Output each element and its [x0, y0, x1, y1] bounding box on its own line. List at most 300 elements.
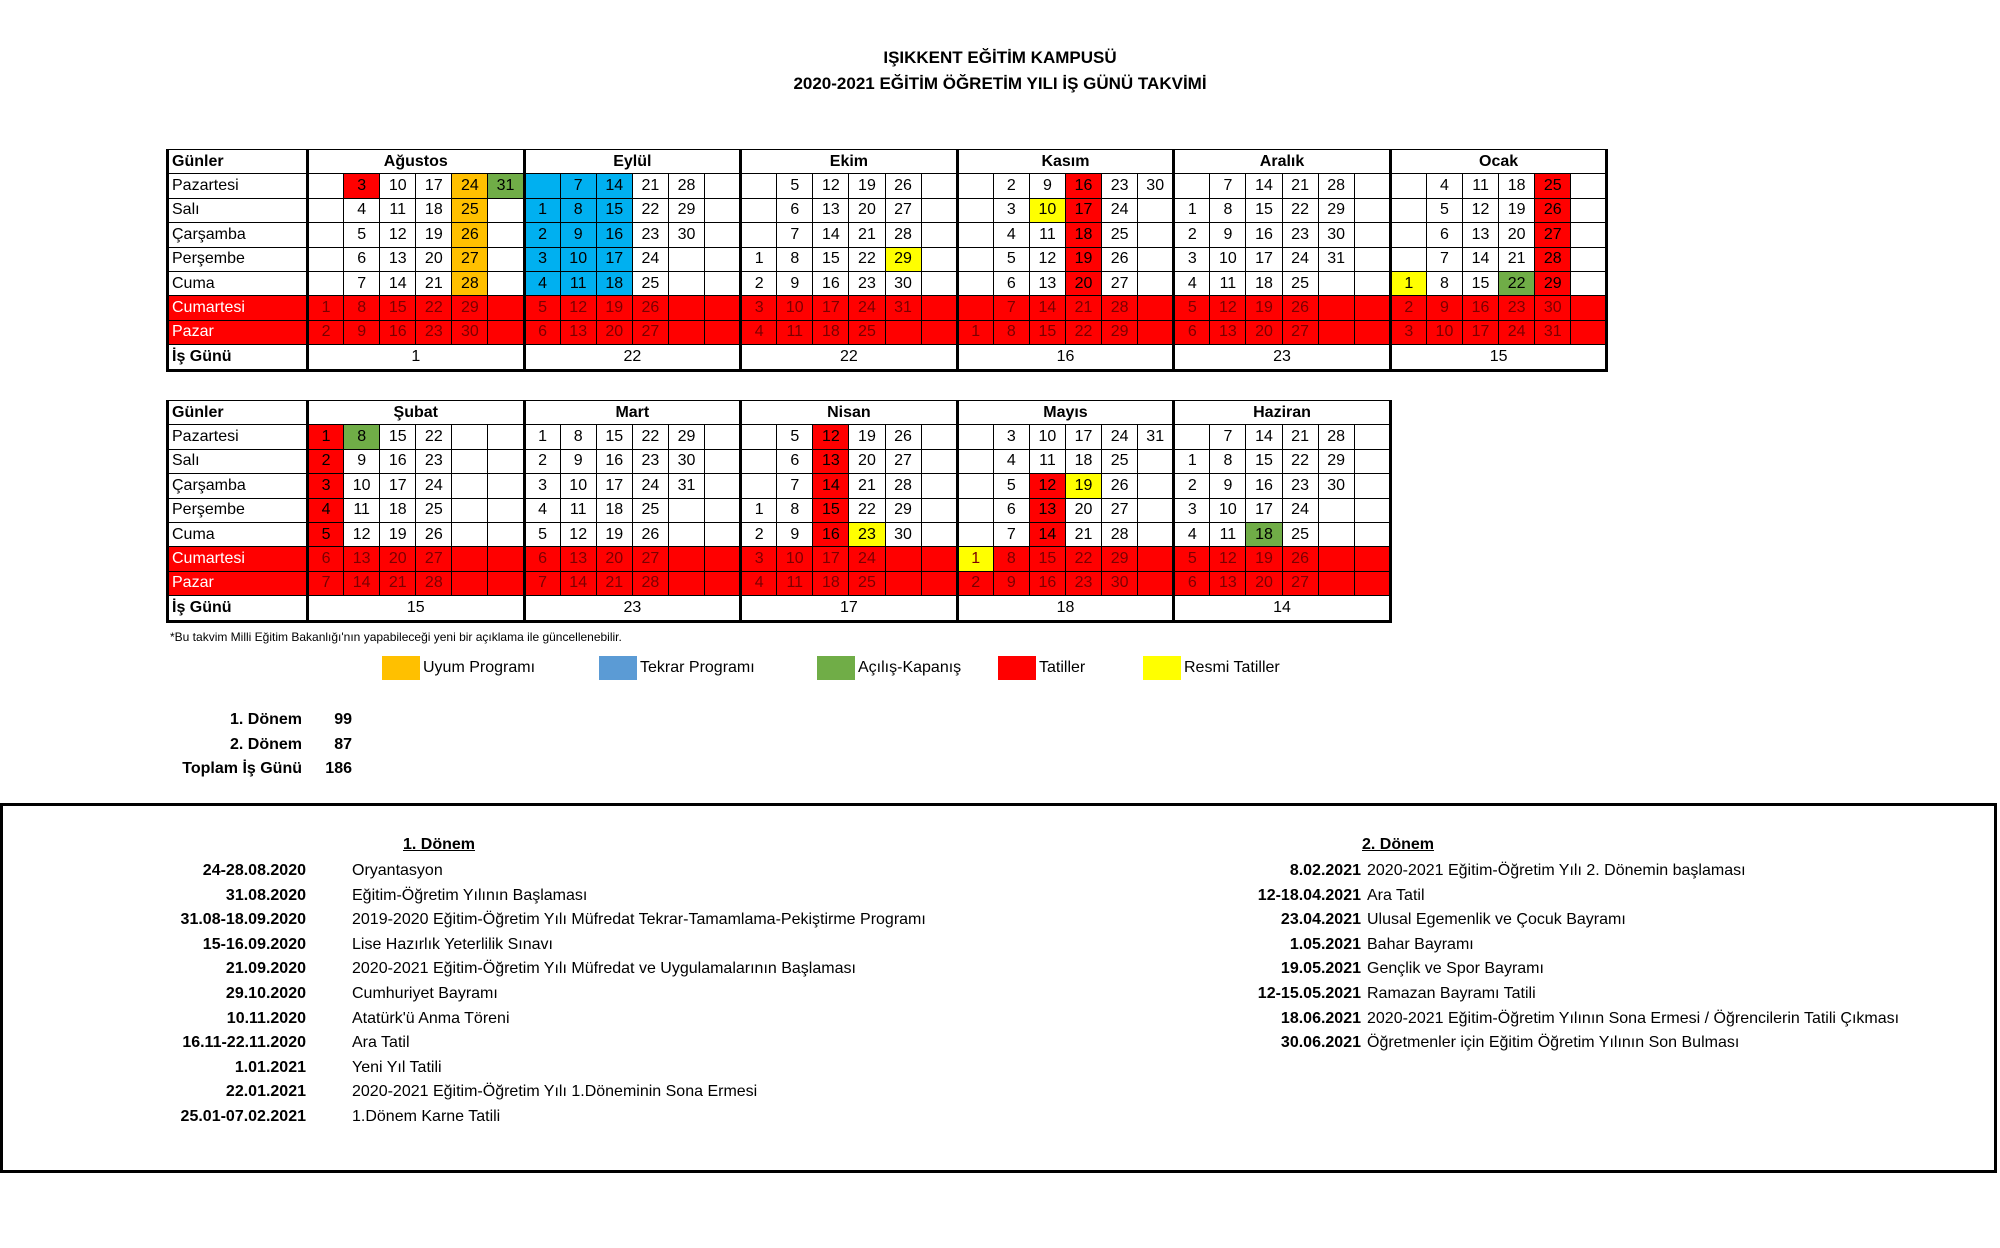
- event-row: [1203, 982, 1536, 1007]
- day-cell: [488, 320, 524, 344]
- day-cell: 13: [560, 320, 596, 344]
- day-cell: 22: [849, 498, 885, 522]
- day-cell: 28: [885, 474, 921, 498]
- day-cell: 30: [668, 449, 704, 473]
- day-cell: 20: [1065, 498, 1101, 522]
- day-cell: 6: [1174, 320, 1210, 344]
- day-cell: [1138, 271, 1174, 295]
- day-cell: 4: [524, 271, 560, 295]
- event-date: 12-18.04.2021: [1257, 886, 1361, 904]
- day-cell: 3: [308, 474, 344, 498]
- day-cell: [957, 271, 993, 295]
- day-cell: 26: [1102, 474, 1138, 498]
- day-cell: 15: [1029, 320, 1065, 344]
- event-row: [1203, 1007, 1899, 1032]
- day-cell: 13: [1463, 223, 1499, 247]
- event-date: 1.05.2021: [1289, 935, 1361, 953]
- month-name: Ağustos: [308, 150, 525, 174]
- day-cell: [1571, 271, 1607, 295]
- day-cell: [488, 474, 524, 498]
- day-cell: 6: [777, 449, 813, 473]
- weekday-label: Perşembe: [168, 498, 308, 522]
- month-header-row: [168, 150, 1607, 174]
- event-text: Oryantasyon: [352, 862, 443, 879]
- day-cell: 26: [885, 425, 921, 449]
- day-cell: 2: [1174, 474, 1210, 498]
- day-cell: 12: [813, 425, 849, 449]
- day-cell: 1: [524, 198, 560, 222]
- day-cell: 9: [560, 223, 596, 247]
- month-name: Ocak: [1390, 150, 1607, 174]
- day-cell: 24: [1282, 498, 1318, 522]
- day-cell: [1354, 571, 1390, 595]
- day-cell: 15: [596, 198, 632, 222]
- day-cell: 5: [524, 296, 560, 320]
- day-cell: 12: [344, 522, 380, 546]
- day-cell: 5: [777, 425, 813, 449]
- day-cell: 5: [1174, 547, 1210, 571]
- day-cell: 18: [813, 571, 849, 595]
- day-cell: 29: [668, 425, 704, 449]
- day-cell: [957, 174, 993, 198]
- event-row: [103, 1105, 500, 1130]
- day-cell: 15: [1463, 271, 1499, 295]
- workday-label: İş Günü: [168, 596, 308, 621]
- day-cell: 17: [813, 296, 849, 320]
- day-cell: 4: [1174, 522, 1210, 546]
- day-cell: [488, 296, 524, 320]
- day-cell: 6: [1426, 223, 1462, 247]
- day-cell: [741, 449, 777, 473]
- day-cell: 13: [1029, 498, 1065, 522]
- weekday-label: Salı: [168, 198, 308, 222]
- day-cell: 8: [1210, 198, 1246, 222]
- weekday-row: [168, 296, 1607, 320]
- day-cell: [452, 498, 488, 522]
- day-cell: 11: [1029, 449, 1065, 473]
- legend-swatch: [998, 656, 1036, 680]
- weekday-row: [168, 223, 1607, 247]
- day-cell: [921, 498, 957, 522]
- day-cell: 27: [1282, 571, 1318, 595]
- day-cell: 7: [777, 223, 813, 247]
- day-cell: 8: [993, 320, 1029, 344]
- day-cell: 4: [1426, 174, 1462, 198]
- day-cell: 21: [1499, 247, 1535, 271]
- day-cell: 21: [849, 474, 885, 498]
- weekday-row: [168, 198, 1607, 222]
- day-cell: 5: [993, 247, 1029, 271]
- legend-swatch: [599, 656, 637, 680]
- day-cell: 20: [849, 198, 885, 222]
- day-cell: 29: [885, 247, 921, 271]
- legend-label: Tatiller: [1039, 659, 1086, 676]
- day-cell: 26: [452, 223, 488, 247]
- day-cell: 23: [416, 320, 452, 344]
- day-cell: 5: [993, 474, 1029, 498]
- day-cell: 27: [416, 547, 452, 571]
- day-cell: 1: [741, 498, 777, 522]
- day-cell: 1: [957, 320, 993, 344]
- day-cell: 14: [1246, 174, 1282, 198]
- day-cell: 13: [813, 198, 849, 222]
- day-cell: [957, 498, 993, 522]
- day-cell: 27: [632, 547, 668, 571]
- day-cell: 22: [1065, 547, 1101, 571]
- day-cell: 18: [1065, 449, 1101, 473]
- day-cell: [1318, 271, 1354, 295]
- day-cell: 16: [1246, 474, 1282, 498]
- day-cell: 31: [1318, 247, 1354, 271]
- day-cell: 27: [1102, 498, 1138, 522]
- day-cell: 16: [1246, 223, 1282, 247]
- day-cell: 2: [741, 271, 777, 295]
- day-cell: 2: [993, 174, 1029, 198]
- day-cell: 30: [1535, 296, 1571, 320]
- day-cell: 20: [416, 247, 452, 271]
- summary-label: 2. Dönem: [229, 735, 302, 753]
- day-cell: 25: [632, 271, 668, 295]
- day-cell: 14: [1029, 296, 1065, 320]
- day-cell: 9: [777, 271, 813, 295]
- summary-row: [150, 733, 352, 758]
- day-cell: 7: [1426, 247, 1462, 271]
- day-cell: 19: [1246, 547, 1282, 571]
- day-cell: 6: [993, 271, 1029, 295]
- day-cell: 11: [560, 271, 596, 295]
- day-cell: 23: [1065, 571, 1101, 595]
- day-cell: 21: [1065, 522, 1101, 546]
- day-cell: [957, 296, 993, 320]
- day-cell: 20: [1499, 223, 1535, 247]
- day-cell: 10: [560, 247, 596, 271]
- day-cell: 11: [777, 320, 813, 344]
- day-cell: [957, 522, 993, 546]
- day-cell: 31: [1138, 425, 1174, 449]
- day-cell: [741, 198, 777, 222]
- day-cell: [1354, 271, 1390, 295]
- weekday-label: Cuma: [168, 271, 308, 295]
- day-cell: 1: [308, 296, 344, 320]
- day-cell: 13: [1210, 571, 1246, 595]
- legend-label: Resmi Tatiller: [1184, 659, 1280, 676]
- weekday-label: Perşembe: [168, 247, 308, 271]
- day-cell: 31: [668, 474, 704, 498]
- day-cell: 31: [885, 296, 921, 320]
- day-cell: 23: [632, 449, 668, 473]
- event-text: Gençlik ve Spor Bayramı: [1367, 960, 1544, 978]
- day-cell: 11: [1029, 223, 1065, 247]
- day-cell: 29: [452, 296, 488, 320]
- day-cell: 19: [596, 522, 632, 546]
- day-cell: [957, 449, 993, 473]
- event-row: [103, 957, 856, 982]
- day-cell: [705, 223, 741, 247]
- day-cell: 9: [1210, 474, 1246, 498]
- day-cell: [1138, 498, 1174, 522]
- day-cell: 26: [1282, 296, 1318, 320]
- day-cell: 7: [1210, 425, 1246, 449]
- day-cell: [885, 320, 921, 344]
- day-cell: 1: [1390, 271, 1426, 295]
- day-cell: 5: [1174, 296, 1210, 320]
- day-cell: [308, 223, 344, 247]
- summary-value: 186: [325, 760, 352, 778]
- day-cell: 3: [524, 247, 560, 271]
- workday-label: İş Günü: [168, 345, 308, 370]
- day-cell: 4: [308, 498, 344, 522]
- day-cell: 28: [416, 571, 452, 595]
- event-date: 1.01.2021: [234, 1058, 306, 1076]
- day-cell: 29: [885, 498, 921, 522]
- day-cell: [1571, 174, 1607, 198]
- day-cell: 13: [1210, 320, 1246, 344]
- day-cell: 24: [452, 174, 488, 198]
- day-cell: 21: [1282, 425, 1318, 449]
- day-cell: 29: [1318, 198, 1354, 222]
- day-cell: 8: [777, 498, 813, 522]
- weekday-label: Salı: [168, 449, 308, 473]
- day-cell: [921, 320, 957, 344]
- day-cell: [488, 449, 524, 473]
- day-cell: 25: [1282, 271, 1318, 295]
- day-cell: 2: [524, 449, 560, 473]
- day-cell: 15: [1029, 547, 1065, 571]
- day-cell: [488, 198, 524, 222]
- day-cell: [1138, 474, 1174, 498]
- day-cell: [308, 247, 344, 271]
- day-cell: [705, 522, 741, 546]
- calendar-table-fall: [166, 149, 1608, 372]
- day-cell: 12: [1029, 474, 1065, 498]
- day-cell: [488, 425, 524, 449]
- day-cell: [957, 223, 993, 247]
- day-cell: 17: [1065, 425, 1101, 449]
- month-name: Mayıs: [957, 401, 1174, 425]
- day-cell: [1354, 449, 1390, 473]
- summary-label: 1. Dönem: [229, 711, 302, 729]
- day-cell: [705, 547, 741, 571]
- day-cell: 14: [380, 271, 416, 295]
- day-cell: 20: [596, 320, 632, 344]
- event-date: 15-16.09.2020: [202, 935, 306, 953]
- event-row: [103, 1080, 757, 1105]
- day-cell: [885, 547, 921, 571]
- day-cell: [1318, 547, 1354, 571]
- day-cell: 15: [1246, 449, 1282, 473]
- event-text: Ulusal Egemenlik ve Çocuk Bayramı: [1367, 911, 1626, 929]
- day-cell: [452, 474, 488, 498]
- update-note: *Bu takvim Milli Eğitim Bakanlığı'nın yapabileceği yeni bir açıklama ile güncellenebilir.: [170, 630, 622, 644]
- day-cell: 18: [1065, 223, 1101, 247]
- day-cell: 3: [524, 474, 560, 498]
- day-cell: 3: [344, 174, 380, 198]
- day-cell: [1138, 522, 1174, 546]
- day-cell: 15: [380, 425, 416, 449]
- weekday-row: [168, 271, 1607, 295]
- day-cell: 23: [849, 271, 885, 295]
- day-cell: 4: [993, 223, 1029, 247]
- day-cell: [1390, 198, 1426, 222]
- day-cell: 10: [1029, 198, 1065, 222]
- day-cell: 30: [885, 271, 921, 295]
- day-cell: [452, 425, 488, 449]
- weekday-label: Pazartesi: [168, 425, 308, 449]
- weekday-row: [168, 571, 1391, 595]
- event-text: Atatürk'ü Anma Töreni: [352, 1009, 510, 1027]
- day-cell: 21: [596, 571, 632, 595]
- day-cell: 26: [416, 522, 452, 546]
- day-cell: 12: [1463, 198, 1499, 222]
- event-row: [103, 908, 926, 933]
- day-cell: [488, 571, 524, 595]
- day-cell: 28: [632, 571, 668, 595]
- day-cell: 20: [1246, 320, 1282, 344]
- days-label: Günler: [168, 401, 308, 425]
- month-name: Eylül: [524, 150, 741, 174]
- day-cell: [1354, 174, 1390, 198]
- day-cell: 28: [1318, 425, 1354, 449]
- workday-summary: [150, 708, 352, 782]
- day-cell: [1354, 474, 1390, 498]
- day-cell: 31: [488, 174, 524, 198]
- weekday-label: Pazar: [168, 320, 308, 344]
- day-cell: [921, 474, 957, 498]
- day-cell: 8: [560, 198, 596, 222]
- legend-item: [382, 656, 535, 680]
- day-cell: 10: [777, 296, 813, 320]
- day-cell: 3: [1390, 320, 1426, 344]
- day-cell: 29: [668, 198, 704, 222]
- day-cell: [1390, 174, 1426, 198]
- event-date: 25.01-07.02.2021: [180, 1108, 306, 1125]
- day-cell: [1354, 320, 1390, 344]
- day-cell: 19: [849, 425, 885, 449]
- day-cell: [1354, 498, 1390, 522]
- event-date: 29.10.2020: [225, 985, 306, 1002]
- day-cell: 9: [777, 522, 813, 546]
- day-cell: 1: [957, 547, 993, 571]
- day-cell: [705, 320, 741, 344]
- weekday-label: Çarşamba: [168, 223, 308, 247]
- event-text: Eğitim-Öğretim Yılının Başlaması: [352, 886, 588, 904]
- day-cell: 22: [416, 296, 452, 320]
- day-cell: 25: [416, 498, 452, 522]
- day-cell: [668, 296, 704, 320]
- day-cell: 18: [380, 498, 416, 522]
- day-cell: 25: [1102, 449, 1138, 473]
- day-cell: 5: [777, 174, 813, 198]
- day-cell: 19: [1246, 296, 1282, 320]
- weekday-row: [168, 247, 1607, 271]
- day-cell: 20: [596, 547, 632, 571]
- day-cell: [705, 474, 741, 498]
- event-row: [1203, 908, 1626, 933]
- day-cell: 3: [993, 198, 1029, 222]
- document-subtitle: 2020-2021 EĞİTİM ÖĞRETİM YILI İŞ GÜNÜ TAKVİMİ: [793, 74, 1207, 93]
- event-date: 10.11.2020: [226, 1009, 306, 1027]
- workday-count: 22: [741, 345, 958, 370]
- day-cell: 13: [380, 247, 416, 271]
- workday-count: 16: [957, 345, 1174, 370]
- day-cell: [668, 320, 704, 344]
- day-cell: 17: [1463, 320, 1499, 344]
- event-row: [103, 982, 498, 1007]
- calendar-table-spring: [166, 400, 1392, 623]
- day-cell: 13: [560, 547, 596, 571]
- day-cell: 30: [452, 320, 488, 344]
- event-date: 12-15.05.2021: [1257, 985, 1361, 1002]
- day-cell: [957, 425, 993, 449]
- day-cell: [921, 247, 957, 271]
- day-cell: 27: [1282, 320, 1318, 344]
- day-cell: 21: [632, 174, 668, 198]
- event-row: [103, 1007, 510, 1032]
- event-row: [1203, 957, 1544, 982]
- day-cell: [1138, 547, 1174, 571]
- day-cell: [921, 425, 957, 449]
- workday-count: 23: [524, 596, 741, 621]
- day-cell: 11: [777, 571, 813, 595]
- day-cell: 11: [1463, 174, 1499, 198]
- day-cell: [1318, 522, 1354, 546]
- day-cell: [1318, 571, 1354, 595]
- day-cell: 5: [308, 522, 344, 546]
- day-cell: 19: [1065, 247, 1101, 271]
- day-cell: [921, 271, 957, 295]
- day-cell: 24: [1499, 320, 1535, 344]
- day-cell: 22: [1499, 271, 1535, 295]
- event-row: [1203, 1031, 1739, 1056]
- month-name: Nisan: [741, 401, 958, 425]
- day-cell: 2: [1390, 296, 1426, 320]
- day-cell: [1138, 198, 1174, 222]
- day-cell: 17: [813, 547, 849, 571]
- event-date: 23.04.2021: [1280, 911, 1361, 929]
- day-cell: 22: [632, 198, 668, 222]
- day-cell: 4: [993, 449, 1029, 473]
- day-cell: 17: [596, 247, 632, 271]
- workday-row: [168, 345, 1607, 370]
- day-cell: [452, 449, 488, 473]
- day-cell: 6: [1174, 571, 1210, 595]
- month-name: Kasım: [957, 150, 1174, 174]
- day-cell: [741, 474, 777, 498]
- day-cell: [1138, 223, 1174, 247]
- day-cell: 22: [1282, 198, 1318, 222]
- day-cell: [668, 547, 704, 571]
- day-cell: 2: [308, 449, 344, 473]
- weekday-row: [168, 547, 1391, 571]
- workday-row: [168, 596, 1391, 621]
- day-cell: 15: [1246, 198, 1282, 222]
- event-text: Ara Tatil: [352, 1034, 410, 1052]
- event-row: [103, 1031, 410, 1056]
- color-legend: [0, 656, 1400, 686]
- day-cell: 14: [813, 223, 849, 247]
- day-cell: 20: [1246, 571, 1282, 595]
- weekday-row: [168, 449, 1391, 473]
- day-cell: 7: [524, 571, 560, 595]
- day-cell: 9: [1426, 296, 1462, 320]
- day-cell: [1138, 320, 1174, 344]
- day-cell: [1318, 320, 1354, 344]
- day-cell: 16: [1065, 174, 1101, 198]
- day-cell: 1: [308, 425, 344, 449]
- day-cell: 17: [416, 174, 452, 198]
- event-date: 30.06.2021: [1280, 1034, 1361, 1052]
- day-cell: [488, 522, 524, 546]
